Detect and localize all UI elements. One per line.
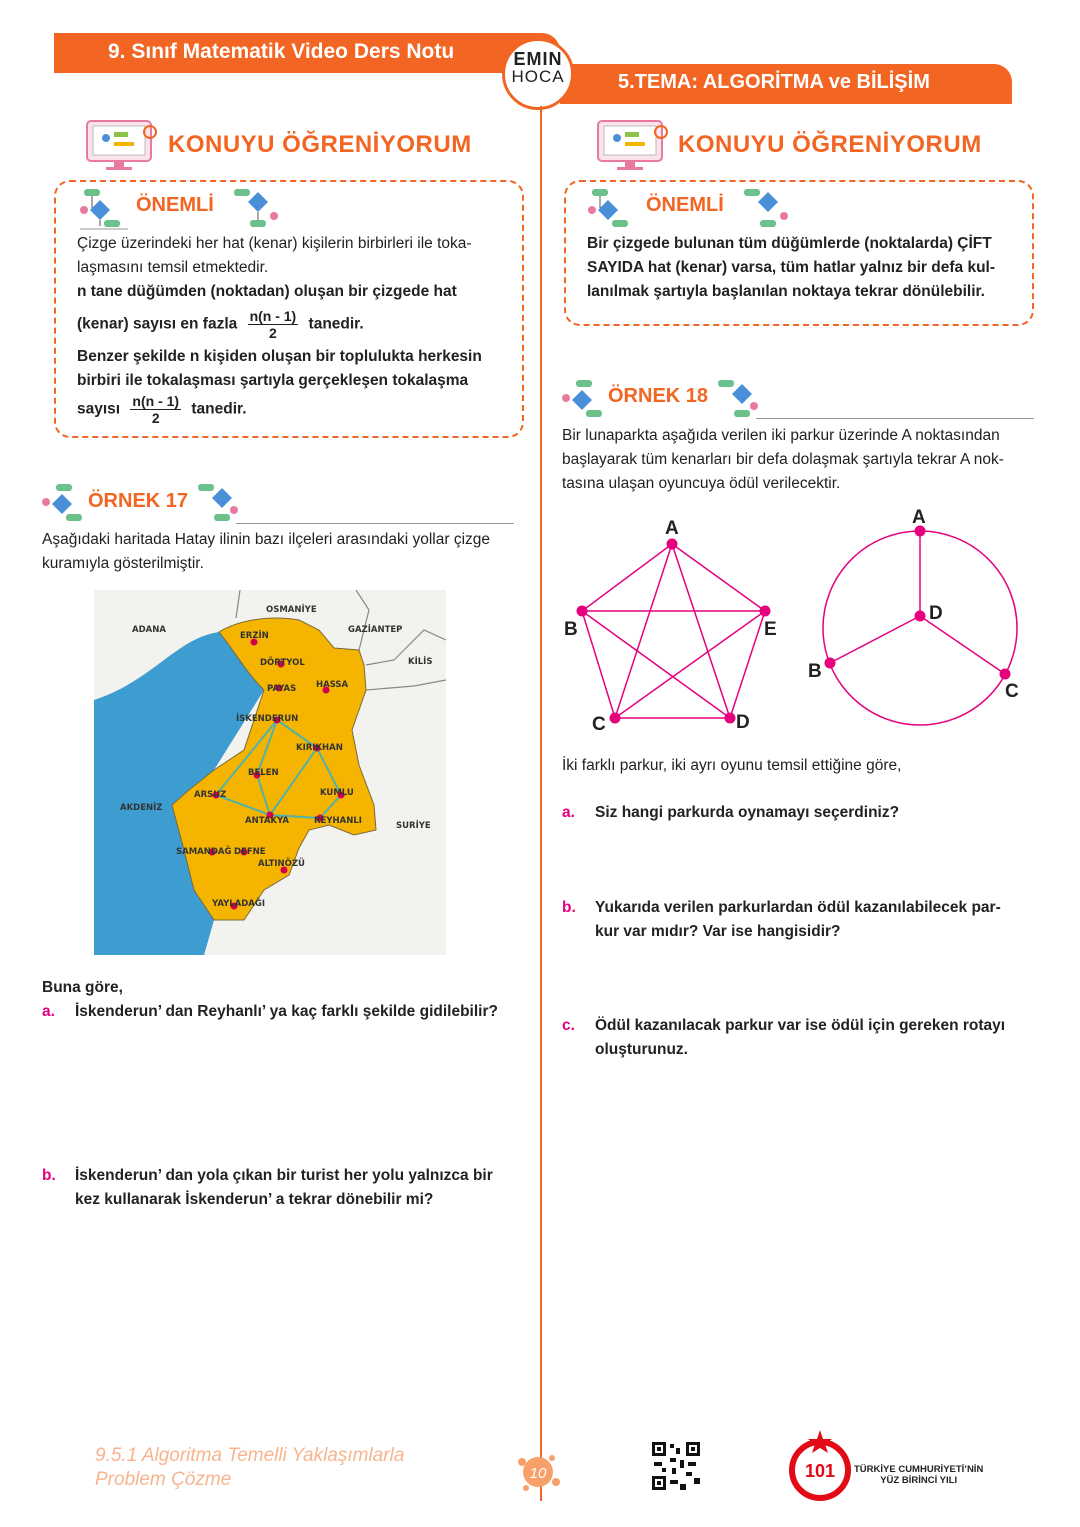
important-line-2: n tane düğümden (noktadan) oluşan bir çizgede hat: [77, 283, 457, 300]
buna-gore-text: Buna göre,: [42, 979, 123, 996]
flowchart-icon: [42, 482, 88, 524]
right-important-line-2: SAYIDA hat (kenar) varsa, tüm hatlar yalnız bir defa kul-: [587, 259, 996, 276]
question-b-label: b.: [42, 1167, 56, 1184]
computer-icon: [84, 118, 160, 174]
footer-topic-title: [95, 1444, 404, 1492]
flowchart-icon: [562, 378, 608, 420]
map-label-suriye: SURİYE: [396, 821, 431, 831]
edge-count-suffix: tanedir.: [308, 315, 364, 333]
fraction-numerator: n(n - 1): [132, 393, 180, 409]
map-label-reyhanli: REYHANLI: [314, 816, 362, 826]
emblem-caption: [854, 1464, 983, 1486]
example-17-line-2: kuramıyla gösterilmiştir.: [42, 555, 204, 572]
map-label-iskenderun: İSKENDERUN: [236, 714, 299, 724]
flowchart-icon: [80, 186, 130, 230]
graph-1-pentagon: [560, 510, 790, 735]
flowchart-icon: [588, 186, 638, 230]
important-line-1: Çizge üzerindeki her hat (kenar) kişilerin birbirleri ile toka-: [77, 235, 472, 252]
graph-1-nodes: [577, 539, 771, 724]
right-question-b-text: [595, 896, 1035, 944]
graph-2-circle: [800, 500, 1030, 735]
emblem-caption-line-1: TÜRKİYE CUMHURİYETİ’NİN: [854, 1464, 984, 1475]
important-line-6: [77, 393, 507, 426]
footer-topic-line-2: Problem Çözme: [95, 1469, 232, 1490]
flowchart-icon: [194, 482, 240, 524]
map-label-payas: PAYAS: [267, 684, 297, 694]
page-number: 10: [529, 1465, 547, 1482]
graph-2-label-a: A: [912, 507, 926, 528]
graph-2-nodes: [825, 526, 1011, 680]
example-17-rule: [236, 523, 514, 524]
example-18-line-2: başlayarak tüm kenarları bir defa dolaşmak şartıyla tekrar A nok-: [562, 451, 1004, 468]
map-label-kirikhan: KIRIKHAN: [296, 743, 343, 753]
graph-2-label-c: C: [1005, 681, 1019, 702]
edge-count-fraction: [248, 308, 299, 341]
left-important-title: ÖNEMLİ: [136, 194, 214, 216]
footer-topic-line-1: 9.5.1 Algoritma Temelli Yaklaşımlarla: [95, 1445, 405, 1466]
flowchart-icon: [230, 186, 280, 230]
edge-count-text: (kenar) sayısı en fazla: [77, 315, 238, 333]
qr-code-icon[interactable]: [650, 1440, 702, 1492]
important-line-1b: laşmasını temsil etmektedir.: [77, 259, 269, 276]
right-section-title: KONUYU ÖĞRENİYORUM: [678, 131, 982, 158]
fraction-denominator: 2: [268, 325, 277, 341]
question-b-line-2: kez kullanarak İskenderun’ a tekrar dönebilir mi?: [75, 1191, 434, 1208]
graph-1-label-a: A: [665, 518, 679, 539]
example-17-line-1: Aşağıdaki haritada Hatay ilinin bazı ilçeleri arasındaki yollar çizge: [42, 531, 491, 548]
example-17-title: ÖRNEK 17: [88, 490, 189, 512]
map-label-antakya: ANTAKYA: [245, 816, 289, 826]
right-question-c-label: c.: [562, 1017, 575, 1034]
map-label-akdeniz: AKDENİZ: [120, 803, 163, 813]
map-label-gaziantep: GAZİANTEP: [348, 625, 403, 635]
map-label-adana: ADANA: [132, 625, 166, 635]
graph-1-label-d: D: [736, 712, 750, 733]
right-question-c-line-1: Ödül kazanılacak parkur var ise ödül için gereken rotayı: [595, 1017, 1006, 1034]
left-important-text: [77, 232, 507, 426]
right-question-a-label: a.: [562, 804, 575, 821]
map-label-altinozu: ALTINÖZÜ: [258, 859, 305, 869]
important-line-3: [77, 308, 507, 341]
graphs-intro-text: İki farklı parkur, iki ayrı oyunu temsil ettiğine göre,: [562, 757, 902, 774]
handshake-suffix: tanedir.: [191, 400, 247, 418]
graph-1-label-b: B: [564, 619, 578, 640]
map-label-osmaniye: OSMANİYE: [266, 605, 317, 615]
example-17-text: [42, 528, 522, 576]
graph-2-label-b: B: [808, 661, 822, 682]
page-number-splash-icon: [512, 1448, 564, 1500]
map-label-arsuz: ARSUZ: [194, 790, 227, 800]
map-label-hassa: HASSA: [316, 680, 349, 690]
map-label-yayladagi: YAYLADAĞI: [212, 899, 266, 909]
right-question-c-line-2: oluşturunuz.: [595, 1041, 688, 1058]
question-b-text: [75, 1164, 520, 1212]
example-18-line-1: Bir lunaparkta aşağıda verilen iki parkur üzerinde A noktasından: [562, 427, 1000, 444]
computer-icon: [595, 118, 671, 174]
right-question-b-line-2: kur var mıdır? Var ise hangisidir?: [595, 923, 841, 940]
map-label-kilis: KİLİS: [408, 657, 433, 667]
hatay-map: [94, 590, 446, 955]
republic-101-emblem: [786, 1428, 858, 1504]
map-label-defne: DEFNE: [234, 847, 266, 857]
right-important-line-1: Bir çizgede bulunan tüm düğümlerde (noktalarda) ÇİFT: [587, 235, 992, 252]
map-label-belen: BELEN: [248, 768, 279, 778]
handshake-text: sayısı: [77, 400, 121, 418]
right-question-b-label: b.: [562, 899, 576, 916]
header-right-title: 5.TEMA: ALGORİTMA ve BİLİŞİM: [618, 71, 930, 93]
right-important-line-3: lanılmak şartıyla başlanılan noktaya tekrar dönülebilir.: [587, 283, 985, 300]
question-a-label: a.: [42, 1003, 55, 1020]
right-question-a-text: Siz hangi parkurda oynamayı seçerdiniz?: [595, 804, 900, 821]
example-18-rule: [756, 418, 1034, 419]
graph-1-label-c: C: [592, 714, 606, 735]
handshake-fraction: [130, 393, 181, 426]
example-18-line-3: tasına ulaşan oyuncuya ödül verilecektir.: [562, 475, 841, 492]
question-a-text: İskenderun’ dan Reyhanlı’ ya kaç farklı şekilde gidilebilir?: [75, 1003, 498, 1020]
fraction-denominator: 2: [151, 410, 160, 426]
column-divider: [540, 106, 542, 1501]
graph-1-edges: [582, 544, 765, 718]
logo-bottom-text: HOCA: [511, 67, 565, 86]
right-question-c-text: [595, 1014, 1035, 1062]
question-b-line-1: İskenderun’ dan yola çıkan bir turist her yolu yalnızca bir: [75, 1167, 493, 1184]
graph-1-label-e: E: [764, 619, 777, 640]
important-line-4: Benzer şekilde n kişiden oluşan bir toplulukta herkesin: [77, 348, 482, 365]
right-important-title: ÖNEMLİ: [646, 194, 724, 216]
graph-2-spokes: [830, 531, 1005, 674]
emin-hoca-logo: [502, 38, 574, 110]
map-label-erzin: ERZİN: [240, 631, 269, 641]
flowchart-icon: [740, 186, 790, 230]
important-line-5: birbiri ile tokalaşması şartıyla gerçekleşen tokalaşma: [77, 372, 469, 389]
left-section-title: KONUYU ÖĞRENİYORUM: [168, 131, 472, 158]
map-label-dortyol: DÖRTYOL: [260, 658, 305, 668]
map-label-kumlu: KUMLU: [320, 788, 354, 798]
header-left-title: 9. Sınıf Matematik Video Ders Notu: [108, 40, 455, 63]
map-label-samandag: SAMANDAĞ: [176, 847, 232, 857]
logo-top-text: EMIN: [513, 49, 563, 69]
fraction-numerator: n(n - 1): [249, 308, 297, 324]
right-important-text: [587, 232, 1017, 304]
example-18-title: ÖRNEK 18: [608, 385, 709, 407]
emblem-caption-line-2: YÜZ BİRİNCİ YILI: [880, 1475, 958, 1486]
right-question-b-line-1: Yukarıda verilen parkurlardan ödül kazanılabilecek par-: [595, 899, 1001, 916]
graph-2-label-d: D: [929, 603, 943, 624]
emblem-number: 101: [804, 1461, 836, 1481]
flowchart-icon: [714, 378, 760, 420]
example-18-text: [562, 424, 1037, 496]
